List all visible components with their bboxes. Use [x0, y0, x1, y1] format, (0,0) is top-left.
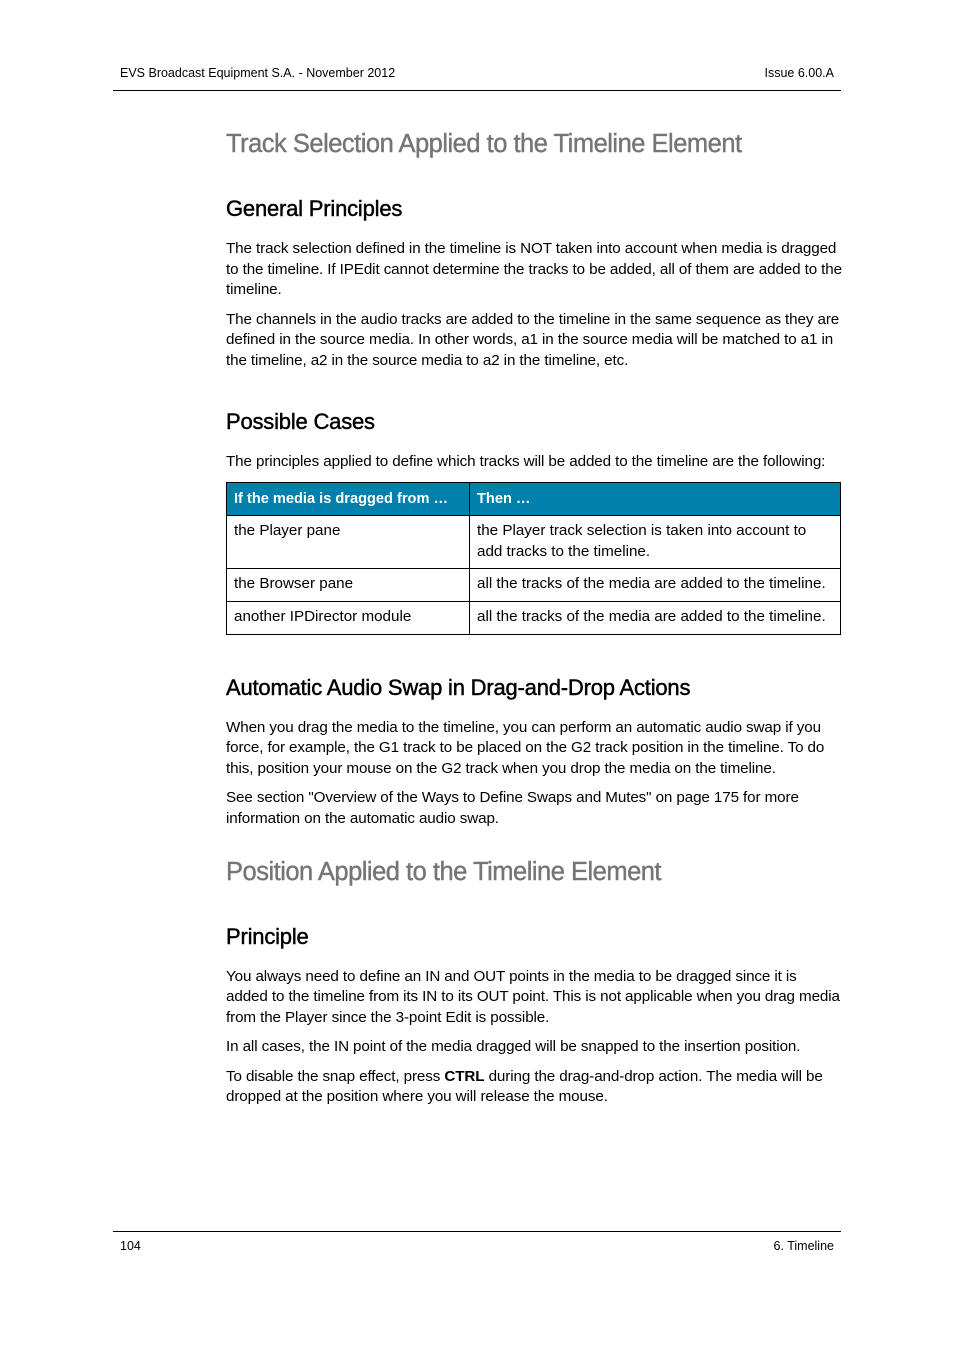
table-cell-from: the Browser pane: [227, 569, 470, 602]
principle-paragraph-1: You always need to define an IN and OUT points in the media to be dragged since it is added to the timeline from its IN to its OUT point. This is not applicable when you drag media from the Player since the 3-point Edit is possible.: [226, 967, 840, 1026]
heading-possible-cases: Possible Cases: [226, 408, 375, 434]
table-cell-then: all the tracks of the media are added to the timeline.: [470, 601, 841, 634]
table-row: [227, 516, 841, 569]
heading-general-principles: General Principles: [226, 196, 403, 221]
table-header-then: Then …: [470, 483, 841, 516]
section-title-track-selection: Track Selection Applied to the Timeline Element: [226, 130, 742, 158]
cases-table: [226, 482, 841, 634]
table-cell-then: the Player track selection is taken into account to add tracks to the timeline.: [470, 516, 841, 569]
principle-paragraph-2: In all cases, the IN point of the media dragged will be snapped to the insertion position.: [226, 1038, 801, 1056]
table-row: [227, 569, 841, 602]
p3-text-after: during the drag-and-drop action. The media will be dropped at the position where you will release the mouse.: [226, 1067, 823, 1106]
principle-paragraph-3: [226, 1067, 842, 1108]
cases-intro: The principles applied to define which tracks will be added to the timeline are the following:: [226, 452, 826, 470]
page-footer: [113, 1231, 841, 1253]
table-cell-from: the Player pane: [227, 516, 470, 569]
ctrl-key-label: CTRL: [444, 1067, 485, 1085]
audio-swap-paragraph-1: When you drag the media to the timeline, you can perform an automatic audio swap if you force, for example, the G1 track to be placed on the G2 track position in the timeline. To do this, position your mouse on the G2 track when you drop the media on the timeline.: [226, 718, 825, 777]
section-title-position: Position Applied to the Timeline Element: [226, 857, 662, 886]
heading-principle: Principle: [226, 923, 309, 949]
table-cell-from: another IPDirector module: [227, 601, 470, 634]
p3-text-before: To disable the snap effect, press: [226, 1067, 445, 1085]
header-publisher: EVS Broadcast Equipment S.A. - November 2012: [120, 66, 396, 80]
table-cell-then: all the tracks of the media are added to the timeline.: [470, 569, 841, 602]
table-header-row: [227, 483, 841, 516]
general-paragraph-1: The track selection defined in the timeline is NOT taken into account when media is dragged to the timeline. If IPEdit cannot determine the tracks to be added, all of them are added to the timeline.: [226, 240, 842, 299]
heading-audio-swap: Automatic Audio Swap in Drag-and-Drop Actions: [226, 674, 691, 700]
table-header-from: If the media is dragged from …: [227, 483, 470, 516]
footer-chapter: 6. Timeline: [773, 1239, 834, 1253]
page-content: [226, 130, 842, 1108]
footer-page-number: 104: [120, 1239, 141, 1253]
page-header: [113, 62, 841, 91]
header-issue: Issue 6.00.A: [764, 66, 834, 80]
audio-swap-paragraph-2: See section "Overview of the Ways to Define Swaps and Mutes" on page 175 for more information on the automatic audio swap.: [226, 789, 799, 827]
general-paragraph-2: The channels in the audio tracks are added to the timeline in the same sequence as they are defined in the source media. In other words, a1 in the source media will be matched to a1 in the timeline, a2 in the source media to a2 in the timeline, etc.: [226, 310, 840, 369]
table-row: [227, 601, 841, 634]
